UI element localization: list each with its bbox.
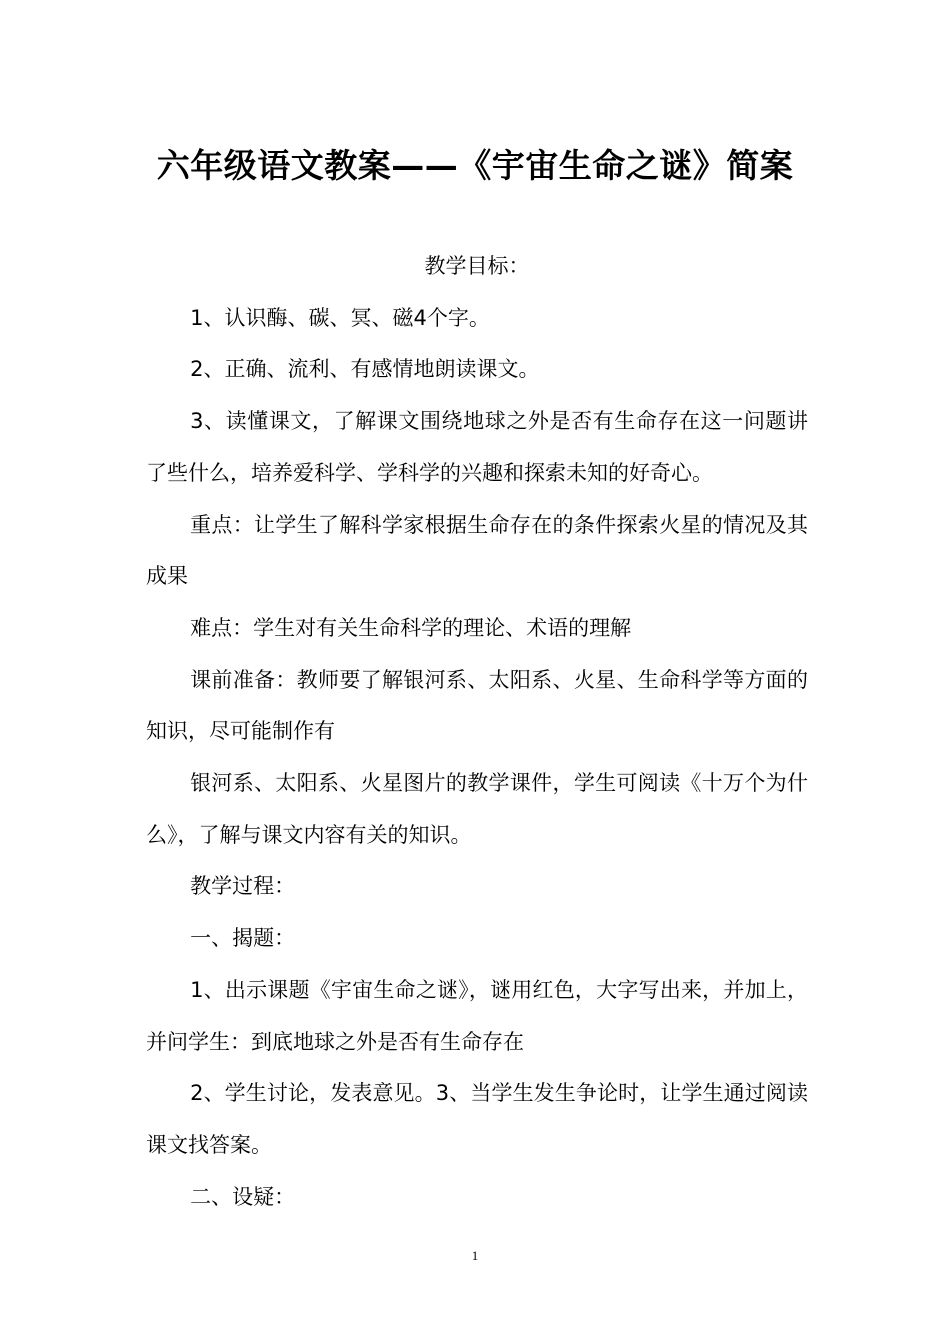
paragraph-difficulties: 难点：学生对有关生命科学的理论、术语的理解 bbox=[190, 615, 632, 640]
section-heading-teaching-goals: 教学目标： bbox=[424, 254, 530, 278]
section-heading-teaching-process: 教学过程： bbox=[190, 874, 296, 899]
paragraph-key-points: 重点：让学生了解科学家根据生命存在的条件探索火星的情况及其成果 bbox=[146, 512, 808, 589]
paragraph-goal-3: 3、读懂课文，了解课文围绕地球之外是否有生命存在这一问题讲了些什么，培养爱科学、学科学的兴趣和探索未知的好奇心。 bbox=[146, 409, 808, 485]
section-heading-pose-questions: 二、设疑： bbox=[190, 1184, 296, 1209]
paragraph-preparation: 课前准备：教师要了解银河系、太阳系、火星、生命科学等方面的知识，尽可能制作有 bbox=[146, 667, 808, 744]
paragraph-step-2-3: 2、学生讨论，发表意见。3、当学生发生争论时，让学生通过阅读课文找答案。 bbox=[146, 1081, 808, 1157]
document-body bbox=[146, 241, 808, 1223]
paragraph-goal-1: 1、认识酶、碳、冥、磁4个字。 bbox=[190, 305, 490, 330]
document-title: 六年级语文教案——《宇宙生命之谜》简案 bbox=[156, 146, 794, 186]
page-number: 1 bbox=[471, 1248, 479, 1263]
section-heading-reveal-topic: 一、揭题： bbox=[190, 926, 296, 951]
paragraph-goal-2: 2、正确、流利、有感情地朗读课文。 bbox=[190, 357, 540, 382]
paragraph-step-1: 1、出示课题《宇宙生命之谜》，谜用红色，大字写出来，并加上，并问学生：到底地球之外是否有生命存在 bbox=[146, 977, 808, 1054]
paragraph-preparation-continued: 银河系、太阳系、火星图片的教学课件，学生可阅读《十万个为什么》，了解与课文内容有关的知识。 bbox=[146, 771, 808, 847]
